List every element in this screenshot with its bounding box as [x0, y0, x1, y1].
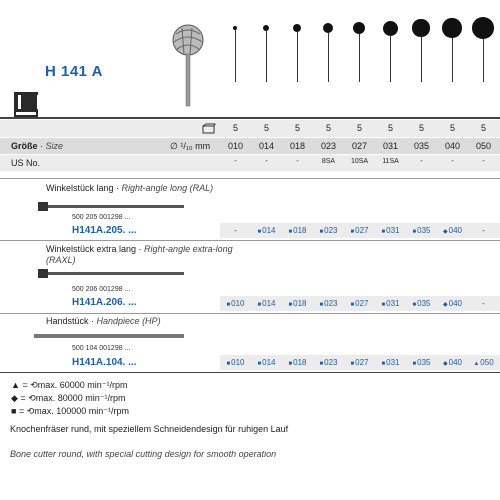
size-shape-027 — [353, 22, 366, 35]
col-9-pack: 5 — [480, 123, 486, 133]
section-1-article: 500 205 001298 ... — [72, 214, 131, 221]
size-shape-040 — [442, 18, 461, 37]
section-3-label: Handstück · Handpiece (HP) — [46, 316, 161, 326]
section-3-cell[interactable]: ▲050 — [473, 358, 494, 367]
col-8-size: 040 — [444, 141, 461, 151]
divider-3 — [0, 313, 500, 314]
col-6-pack: 5 — [387, 123, 393, 133]
size-shape-stem — [297, 32, 298, 82]
section-2-cell[interactable]: ■014 — [257, 299, 276, 308]
section-3-cell[interactable]: ■010 — [226, 358, 245, 367]
top-rule — [0, 117, 500, 119]
section-1-cell[interactable]: ■018 — [288, 226, 307, 235]
raxl-shank — [38, 269, 48, 278]
col-5-us: 10SA — [350, 158, 369, 165]
speed-mark-icon: ■ — [350, 229, 355, 235]
section-2-cell[interactable]: ◆040 — [443, 299, 462, 308]
speed-mark-icon: ■ — [288, 302, 293, 308]
speed-mark-icon: ■ — [319, 302, 324, 308]
col-9-us: - — [482, 158, 485, 165]
section-1-cell[interactable]: ■035 — [412, 226, 431, 235]
col-3-pack: 5 — [294, 123, 300, 133]
col-4-pack: 5 — [325, 123, 331, 133]
section-3-article: 500 104 001298 ... — [72, 345, 131, 352]
legend-100000: ■ = ⟲max. 100000 min⁻¹/rpm — [11, 406, 130, 416]
size-shape-035 — [412, 19, 429, 36]
speed-mark-icon: ■ — [288, 361, 293, 367]
speed-mark-icon: ■ — [257, 302, 262, 308]
section-3-cell[interactable]: ■035 — [412, 358, 431, 367]
col-2-us: - — [265, 158, 268, 165]
speed-mark-icon: ■ — [226, 302, 231, 308]
ral-tool — [44, 205, 184, 208]
ral-shank — [38, 202, 48, 211]
speed-mark-icon: ■ — [381, 361, 386, 367]
section-2-cell[interactable]: ■031 — [381, 299, 400, 308]
col-1-us: - — [234, 158, 237, 165]
section-2-cell[interactable]: ■023 — [319, 299, 338, 308]
speed-mark-icon: ■ — [381, 229, 386, 235]
section-2-cell[interactable]: ■018 — [288, 299, 307, 308]
section-1-cell[interactable]: ■027 — [350, 226, 369, 235]
col-7-size: 035 — [413, 141, 430, 151]
section-3-cell[interactable]: ■027 — [350, 358, 369, 367]
package-icon — [202, 123, 216, 134]
speed-mark-icon: ■ — [412, 229, 417, 235]
speed-mark-icon: ◆ — [443, 302, 448, 308]
section-2-label: Winkelstück extra lang · Right-angle extra-long — [46, 244, 233, 254]
section-1-cell[interactable]: ■031 — [381, 226, 400, 235]
bottom-rule — [0, 372, 500, 373]
speed-mark-icon: ■ — [350, 302, 355, 308]
col-5-pack: 5 — [356, 123, 362, 133]
section-1-cell[interactable]: ■023 — [319, 226, 338, 235]
speed-mark-icon: ■ — [412, 302, 417, 308]
divider-2 — [0, 240, 500, 241]
speed-mark-icon: ■ — [381, 302, 386, 308]
brand-logo — [14, 92, 38, 118]
col-8-pack: 5 — [449, 123, 455, 133]
speed-mark-icon: ■ — [319, 229, 324, 235]
col-7-us: - — [420, 158, 423, 165]
col-4-us: 8SA — [321, 158, 336, 165]
description-de: Knochenfräser rund, mit speziellem Schneidendesign für ruhigen Lauf — [10, 424, 289, 434]
section-1-ref: H141A.205. ... — [72, 225, 137, 236]
speed-mark-icon: ▲ — [473, 361, 480, 367]
speed-mark-icon: ◆ — [443, 361, 448, 367]
size-shape-050 — [472, 17, 494, 39]
size-shape-stem — [452, 38, 453, 82]
section-1-cell[interactable]: ◆040 — [443, 226, 462, 235]
speed-mark-icon: ■ — [257, 229, 262, 235]
section-1-cell[interactable]: - — [234, 226, 237, 235]
description-en: Bone cutter round, with special cutting design for smooth operation — [10, 449, 277, 459]
size-label: Größe · Size — [11, 141, 64, 151]
section-2-label-2: (RAXL) — [46, 255, 76, 265]
section-3-cell[interactable]: ■018 — [288, 358, 307, 367]
col-8-us: - — [451, 158, 454, 165]
col-4-size: 023 — [320, 141, 337, 151]
section-1-label: Winkelstück lang · Right-angle long (RAL) — [46, 183, 214, 193]
speed-mark-icon: ■ — [319, 361, 324, 367]
speed-mark-icon: ■ — [288, 229, 293, 235]
product-photo — [170, 22, 206, 110]
col-1-pack: 5 — [232, 123, 238, 133]
speed-mark-icon: ■ — [350, 361, 355, 367]
section-3-cell[interactable]: ■023 — [319, 358, 338, 367]
size-shape-023 — [323, 23, 334, 34]
speed-mark-icon: ■ — [412, 361, 417, 367]
legend-80000: ◆ = ⟲max. 80000 min⁻¹/rpm — [11, 393, 126, 403]
col-6-us: 11SA — [382, 158, 399, 165]
section-3-cell[interactable]: ■014 — [257, 358, 276, 367]
speed-mark-icon: ◆ — [443, 229, 448, 235]
col-6-size: 031 — [382, 141, 399, 151]
section-1-cell[interactable]: ■014 — [257, 226, 276, 235]
size-shape-stem — [359, 34, 360, 82]
section-3-ref: H141A.104. ... — [72, 357, 137, 368]
size-shape-stem — [235, 30, 236, 82]
col-2-pack: 5 — [263, 123, 269, 133]
size-shape-018 — [293, 24, 301, 32]
section-3-cell[interactable]: ■031 — [381, 358, 400, 367]
section-3-cell[interactable]: ◆040 — [443, 358, 462, 367]
size-shape-stem — [390, 36, 391, 83]
col-9-size: 050 — [475, 141, 492, 151]
section-2-article: 500 206 001298 ... — [72, 286, 131, 293]
section-1-cell[interactable]: - — [482, 226, 485, 235]
hp-tool — [34, 334, 184, 338]
col-5-size: 027 — [351, 141, 368, 151]
col-7-pack: 5 — [418, 123, 424, 133]
size-shape-stem — [483, 39, 484, 82]
raxl-tool — [44, 272, 184, 275]
size-unit: ∅ ¹/₁₀ mm — [170, 141, 211, 151]
section-2-ref: H141A.206. ... — [72, 297, 137, 308]
speed-mark-icon: ■ — [226, 361, 231, 367]
col-3-size: 018 — [289, 141, 306, 151]
product-title: H 141 A — [45, 63, 103, 80]
size-shape-stem — [266, 31, 267, 82]
section-2-cell[interactable]: ■027 — [350, 299, 369, 308]
col-3-us: - — [296, 158, 299, 165]
col-1-size: 010 — [227, 141, 244, 151]
section-2-cell[interactable]: ■010 — [226, 299, 245, 308]
section-2-cell[interactable]: ■035 — [412, 299, 431, 308]
legend-60000: ▲ = ⟲max. 60000 min⁻¹/rpm — [11, 380, 128, 390]
speed-mark-icon: ■ — [257, 361, 262, 367]
size-shape-stem — [328, 33, 329, 82]
size-shape-031 — [383, 21, 398, 36]
section-2-cell[interactable]: - — [482, 299, 485, 308]
size-shape-stem — [421, 37, 422, 82]
us-label: US No. — [11, 158, 41, 168]
divider-1 — [0, 178, 500, 179]
col-2-size: 014 — [258, 141, 275, 151]
